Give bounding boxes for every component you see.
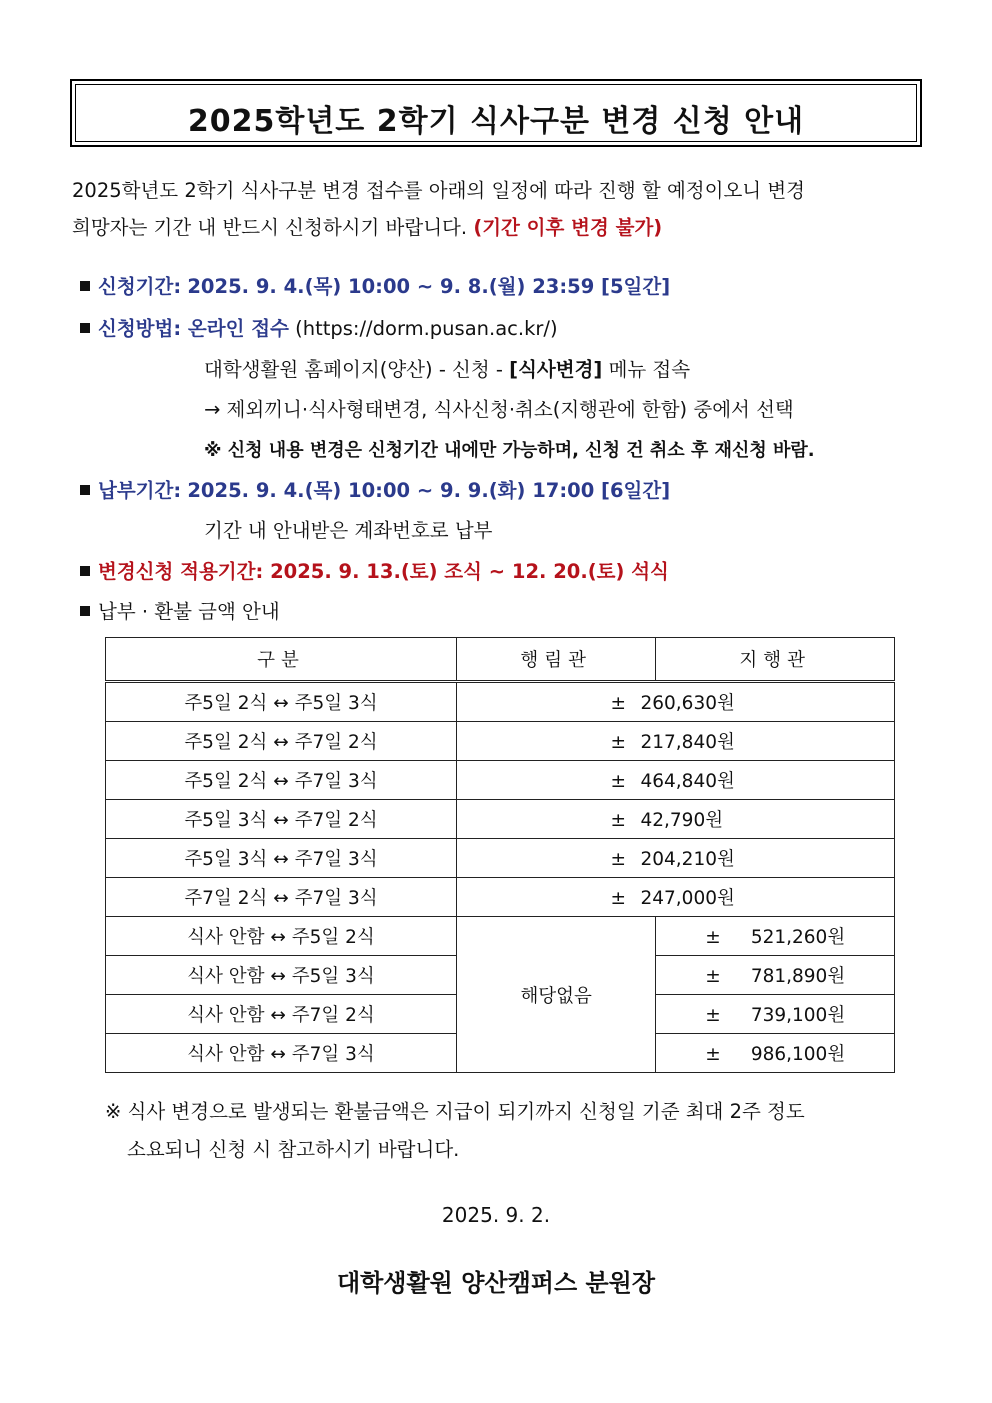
row-label: 주5일 2식 ↔ 주5일 3식	[106, 682, 457, 722]
sign: ±	[705, 927, 721, 948]
application-method	[80, 313, 558, 341]
row-amount	[456, 800, 894, 839]
row-amount	[456, 722, 894, 761]
payment-period-label: 납부기간:	[98, 479, 182, 502]
row-label: 식사 안함 ↔ 주5일 3식	[106, 956, 457, 995]
method-step-2: → 제외끼니·식사형태변경, 식사신청·취소(지행관에 한함) 중에서 선택	[204, 398, 794, 421]
notice-date: 2025. 9. 2.	[441, 1203, 551, 1227]
amount: 521,260원	[750, 927, 846, 948]
sign: ±	[610, 771, 626, 792]
application-period-value: 2025. 9. 4.(목) 10:00 ~ 9. 8.(월) 23:59 [5일간]	[187, 275, 671, 298]
intro-warning: (기간 이후 변경 불가)	[473, 216, 663, 239]
row-amount	[656, 917, 895, 956]
row-amount	[456, 682, 894, 722]
table-row	[106, 722, 895, 761]
bullet-square-icon	[80, 566, 90, 576]
method-step-1	[204, 354, 690, 382]
sign: ±	[610, 888, 626, 909]
row-label: 주5일 3식 ↔ 주7일 2식	[106, 800, 457, 839]
fee-table	[105, 637, 895, 1073]
footnote-line-1: ※ 식사 변경으로 발생되는 환불금액은 지급이 되기까지 신청일 기준 최대 2주 정도	[105, 1100, 805, 1123]
row-label: 주5일 2식 ↔ 주7일 2식	[106, 722, 457, 761]
title-box	[70, 79, 922, 147]
header-haengnim: 행림관	[456, 638, 655, 682]
amount: 739,100원	[750, 1005, 846, 1026]
sign: ±	[705, 1044, 721, 1065]
payment-instruction: 기간 내 안내받은 계좌번호로 납부	[204, 519, 493, 542]
bullet-square-icon	[80, 606, 90, 616]
intro-line-2	[72, 209, 932, 246]
footnote-line-2: 소요되니 신청 시 참고하시기 바랍니다.	[127, 1138, 460, 1161]
amount: 781,890원	[750, 966, 846, 987]
row-label: 주5일 3식 ↔ 주7일 3식	[106, 839, 457, 878]
row-amount	[656, 956, 895, 995]
payment-period-value: 2025. 9. 4.(목) 10:00 ~ 9. 9.(화) 17:00 [6일간]	[187, 479, 671, 502]
method-step-1-pre: 대학생활원 홈페이지(양산) - 신청 -	[204, 358, 503, 381]
amount: 260,630원	[640, 693, 735, 714]
fees-heading	[80, 596, 280, 624]
application-url[interactable]: (https://dorm.pusan.ac.kr/)	[295, 317, 558, 340]
apply-period	[80, 556, 669, 584]
fees-heading-text: 납부 · 환불 금액 안내	[98, 600, 280, 623]
intro-paragraph	[72, 172, 932, 246]
table-row	[106, 917, 895, 956]
row-label: 식사 안함 ↔ 주7일 3식	[106, 1034, 457, 1073]
page-title: 2025학년도 2학기 식사구분 변경 신청 안내	[187, 104, 805, 139]
row-amount	[656, 1034, 895, 1073]
method-note: ※ 신청 내용 변경은 신청기간 내에만 가능하며, 신청 건 취소 후 재신청 바람.	[204, 440, 815, 461]
signature: 대학생활원 양산캠퍼스 분원장	[336, 1269, 656, 1297]
application-method-label: 신청방법: 온라인 접수	[98, 317, 289, 340]
row-amount	[456, 761, 894, 800]
bullet-square-icon	[80, 323, 90, 333]
row-amount	[656, 995, 895, 1034]
amount: 247,000원	[640, 888, 735, 909]
table-row	[106, 682, 895, 722]
table-row	[106, 761, 895, 800]
row-label: 식사 안함 ↔ 주5일 2식	[106, 917, 457, 956]
table-row	[106, 839, 895, 878]
header-category: 구분	[106, 638, 457, 682]
row-amount	[456, 839, 894, 878]
table-row	[106, 800, 895, 839]
amount: 217,840원	[640, 732, 735, 753]
amount: 464,840원	[640, 771, 735, 792]
amount: 204,210원	[640, 849, 735, 870]
bullet-square-icon	[80, 281, 90, 291]
sign: ±	[610, 693, 626, 714]
sign: ±	[610, 849, 626, 870]
row-label: 식사 안함 ↔ 주7일 2식	[106, 995, 457, 1034]
sign: ±	[610, 810, 626, 831]
bullet-square-icon	[80, 485, 90, 495]
application-period-label: 신청기간:	[98, 275, 182, 298]
row-amount	[456, 878, 894, 917]
intro-line-1: 2025학년도 2학기 식사구분 변경 접수를 아래의 일정에 따라 진행 할 예정이오니 변경	[72, 179, 806, 202]
amount: 986,100원	[750, 1044, 846, 1065]
sign: ±	[610, 732, 626, 753]
method-step-1-post: 메뉴 접속	[608, 358, 691, 381]
table-header-row	[106, 638, 895, 682]
row-label: 주7일 2식 ↔ 주7일 3식	[106, 878, 457, 917]
sign: ±	[705, 966, 721, 987]
row-label: 주5일 2식 ↔ 주7일 3식	[106, 761, 457, 800]
intro-line-2-text: 희망자는 기간 내 반드시 신청하시기 바랍니다.	[72, 216, 468, 239]
header-jihaeng: 지행관	[656, 638, 895, 682]
not-applicable-cell: 해당없음	[456, 917, 655, 1073]
method-step-1-menu: [식사변경]	[509, 358, 603, 381]
application-period	[80, 271, 670, 299]
payment-period	[80, 475, 670, 503]
table-row	[106, 878, 895, 917]
apply-period-text: 변경신청 적용기간: 2025. 9. 13.(토) 조식 ~ 12. 20.(토) 석식	[98, 560, 669, 583]
footnote	[105, 1093, 805, 1169]
sign: ±	[705, 1005, 721, 1026]
amount: 42,790원	[640, 810, 724, 831]
